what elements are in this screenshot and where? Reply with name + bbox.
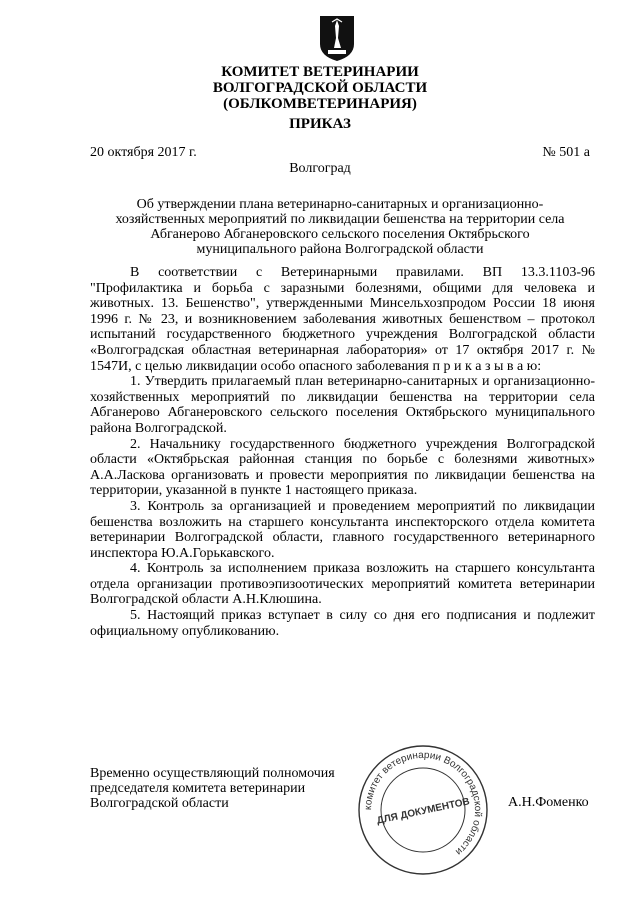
subject-line1: Об утверждении плана ветеринарно-санитарных и организационно- (136, 197, 544, 212)
org-name-line1: КОМИТЕТ ВЕТЕРИНАРИИ (221, 64, 419, 80)
position-line1: Временно осуществляющий полномочия (90, 766, 335, 781)
subject-line3: Абганерово Абганеровского сельского поселения Октябрьского (150, 227, 530, 242)
item-5: 5. Настоящий приказ вступает в силу со дня его подписания и подлежит официальному опубликованию. (90, 608, 595, 639)
intro-text: В соответствии с Ветеринарными правилами. ВП 13.3.1103-96 "Профилактика и борьба с заразными болезнями, общими для человека и животных. 13. Бешенство", утвержденными Минсельхозпродом России 18 июня 1996 г. № 23, и возникновением заболевания животных бешенством – протокол испытаний государственного бюджетного учреждения Волгоградской области «Волгоградская областная ветеринарная лаборатория» от 17 октября 2017 г. № 1547И, с целью ликвидации особо опасного заболевания (90, 265, 595, 374)
item-4: 4. Контроль за исполнением приказа возложить на старшего консультанта отдела организации противоэпизоотических мероприятий комитета ветеринарии Волгоградской области А.Н.Клюшина. (90, 561, 595, 608)
order-number: № 501 а (542, 145, 590, 160)
coat-of-arms-emblem-icon (318, 14, 356, 62)
org-name-line2: ВОЛГОГРАДСКОЙ ОБЛАСТИ (212, 80, 428, 96)
organization-header (0, 64, 640, 112)
signatory-name: А.Н.Фоменко (508, 795, 589, 810)
signatory-position (90, 766, 335, 811)
position-line2: председателя комитета ветеринарии (90, 781, 306, 796)
command-word: п р и к а з ы в а ю: (432, 358, 542, 374)
item-2: 2. Начальнику государственного бюджетного учреждения Волгоградской области «Октябрьская районная станция по борьбе с болезнями животных» А.А.Ласкова организовать и провести мероприятия по ликвидации бешенства на территории, указанной в пункте 1 настоящего приказа. (90, 436, 595, 499)
stamp-center-text: ДЛЯ ДОКУМЕНТОВ (375, 796, 471, 827)
position-line3: Волгоградской области (90, 796, 229, 811)
subject-line2: хозяйственных мероприятий по ликвидации бешенства на территории села (115, 212, 565, 227)
org-name-line3: (ОБЛКОМВЕТЕРИНАРИЯ) (223, 96, 417, 112)
subject-line4: муниципального района Волгоградской области (196, 242, 484, 257)
order-city: Волгоград (289, 161, 351, 176)
intro-paragraph (90, 265, 595, 374)
item-3: 3. Контроль за организацией и проведением мероприятий по ликвидации бешенства возложить на старшего консультанта инспекторского отдела комитета ветеринарии Волгоградской области, главного государственного ветеринарного инспектора Ю.А.Горькавского. (90, 498, 595, 561)
order-subject (80, 197, 600, 257)
order-date: 20 октября 2017 г. (90, 145, 197, 160)
official-stamp-icon (353, 740, 493, 880)
item-1: 1. Утвердить прилагаемый план ветеринарно-санитарных и организационно-хозяйственных мероприятий по ликвидации бешенства на территории села Абганерово Абганеровского сельского поселения Октябрьского муниципального района Волгоградской. (90, 374, 595, 436)
document-type-title: ПРИКАЗ (289, 116, 351, 132)
stamp-ring-text: комитет ветеринарии Волгоградской области (362, 749, 484, 858)
order-body (90, 265, 595, 639)
